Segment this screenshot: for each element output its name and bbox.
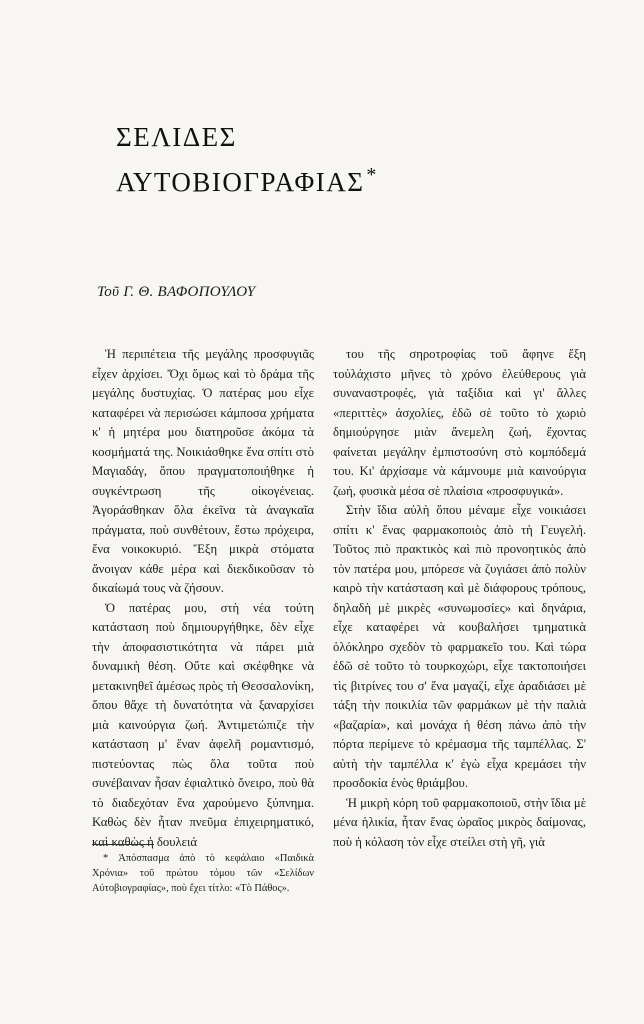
page-title [116,118,378,201]
left-column [92,345,314,852]
paragraph: του τῆς σηροτροφίας τοῦ ἄφηνε ἔξη τοὐλάχιστο μῆνες τὸ χρόνο ἐλεύθερους γιὰ συναναστροφές, γιὰ ταξίδια καὶ γι' ἄλλες «περιττὲς» ἀσχολίες, ἐδῶ σὲ τοῦτο τὸ χωριὸ δημιούργησε μιὰν ἄνεμελη ζωή, ἔχοντας φαίνεται μεγάλην ἐμπιστοσύνη στὸ κομπόδεμά του. Κι' ἀρχίσαμε νὰ κάμνουμε μιὰ καινούργια ζωή, φυσικὰ μέσα σὲ πλαίσια «προσφυγικά». [333,347,586,498]
author-byline: Τοῦ Γ. Θ. ΒΑΦΟΠΟΥΛΟΥ [97,284,256,300]
footnote-divider [92,844,154,845]
title-line-2 [116,156,378,201]
footnote: * Ἀπόσπασμα ἀπὸ τὸ κεφάλαιο «Παιδικὰ Χρόνια» τοῦ πρώτου τόμου τῶν «Σελίδων Αὐτοβιογραφίας», ποὺ ἔχει τίτλο: «Τὸ Πάθος». [92,853,314,894]
title-line-1: ΣΕΛΙΔΕΣ [116,122,237,152]
paragraph: Ἡ μικρὴ κόρη τοῦ φαρμακοποιοῦ, στὴν ἴδια μὲ μένα ἡλικία, ἦταν ἕνας ὡραῖος μικρὸς δαίμονας, ποὺ ἡ κόλαση τὸν εἶχε στείλει στὴ γῆ, γιὰ [333,795,586,849]
paragraph: Ἡ περιπέτεια τῆς μεγάλης προσφυγιᾶς εἶχεν ἀρχίσει. Ὄχι ὅμως καὶ τὸ δράμα τῆς μεγάλης δυστυχίας. Ὁ πατέρας μου εἶχε καταφέρει νὰ περισώσει κάμποσα χρήματα κ' ἡ μητέρα μου διατηροῦσε ἀκόμα τὰ κοσμήματά της. Νοικιάσθηκε ἕνα σπίτι στὸ Μαγιαδάγ, ὅπου πραγματοποιήθηκε ἡ συγκέντρωση τῆς οἰκογένειας. Ἀγοράσθηκαν ὅλα ἐκεῖνα τὰ ἀναγκαῖα πράγματα, ποὺ συνθέτουν, ἔστω πρόχειρα, ἕνα νοικοκυριό. Ἔξη μικρὰ στόματα ἄνοιγαν κάθε μέρα καὶ διεκδικοῦσαν τὸ δικαίωμά τους νὰ ζήσουν. [92,347,314,595]
footnote-marker: * [366,164,378,186]
paragraph: Στὴν ἴδια αὐλὴ ὅπου μέναμε εἶχε νοικιάσει σπίτι κ' ἕνας φαρμακοποιὸς ἀπὸ τὴ Γευγελή. Τοῦτος πιὸ πρακτικὸς καὶ πιὸ προνοητικὸς ἀπὸ τὸν πατέρα μου, μπόρεσε νὰ ζυγιάσει ἀπὸ πολὺν καιρὸ τὴν κατάσταση καὶ μὲ διάφορους τρόπους, δηλαδὴ μὲ μικρὲς «συνωμοσίες» καὶ δηνάρια, εἶχε καταφέρει νὰ κουβαλήσει τμηματικὰ ὁλόκληρο σχεδὸν τὸ φαρμακεῖο του. Καὶ τώρα ἐδῶ σὲ τοῦτο τὸ τουρκοχώρι, εἶχε τακτοποιήσει τὶς βιτρίνες του σ' ἕνα μαγαζί, εἶχε ἀραδιάσει μὲ τάξη τὴν ποικιλία τῶν φαρμάκων μὲ τὴν παλιὰ «βαζαρία», καὶ μονάχα ἡ θέση πάνω ἀπὸ τὴν πόρτα περίμενε τὸ κρέμασμα τῆς ταμπέλλας. Σ' αὐτὴ τὴν ταμπέλλα κ' ἐγὼ εἶχα κρεμάσει τὴν προσδοκία ἑνὸς θριάμβου. [333,503,586,790]
title-line-2-text: ΑΥΤΟΒΙΟΓΡΑΦΙΑΣ [116,167,365,197]
paragraph: Ὁ πατέρας μου, στὴ νέα τούτη κατάσταση ποὺ δημιουργήθηκε, δὲν εἶχε τὴν ἀποφασιστικότητα νὰ πάρει μιὰ δυναμικὴ θέση. Οὔτε καὶ σκέφθηκε νὰ μετακινηθεῖ ἀμέσως πρὸς τὴ Θεσσαλονίκη, ὅπου θἄχε τὴ δυνατότητα νὰ ξαναρχίσει μιὰ καινούργια ζωή. Ἀντιμετώπιζε τὴν κατάσταση μ' ἕναν ἀφελῆ ρομαντισμό, πιστεύοντας πὼς ὅλα τοῦτα ποὺ συνέβαιναν ἦσαν ἐφιαλτικὸ ὄνειρο, ποὺ θὰ τὸ διαδεχόταν ἕνα χαρούμενο ξύπνημα. Καθὼς δὲν ἦταν πνεῦμα ἐπιχειρηματικό, καὶ καθὼς ἡ δουλειά [92,600,314,849]
right-column [333,345,586,852]
